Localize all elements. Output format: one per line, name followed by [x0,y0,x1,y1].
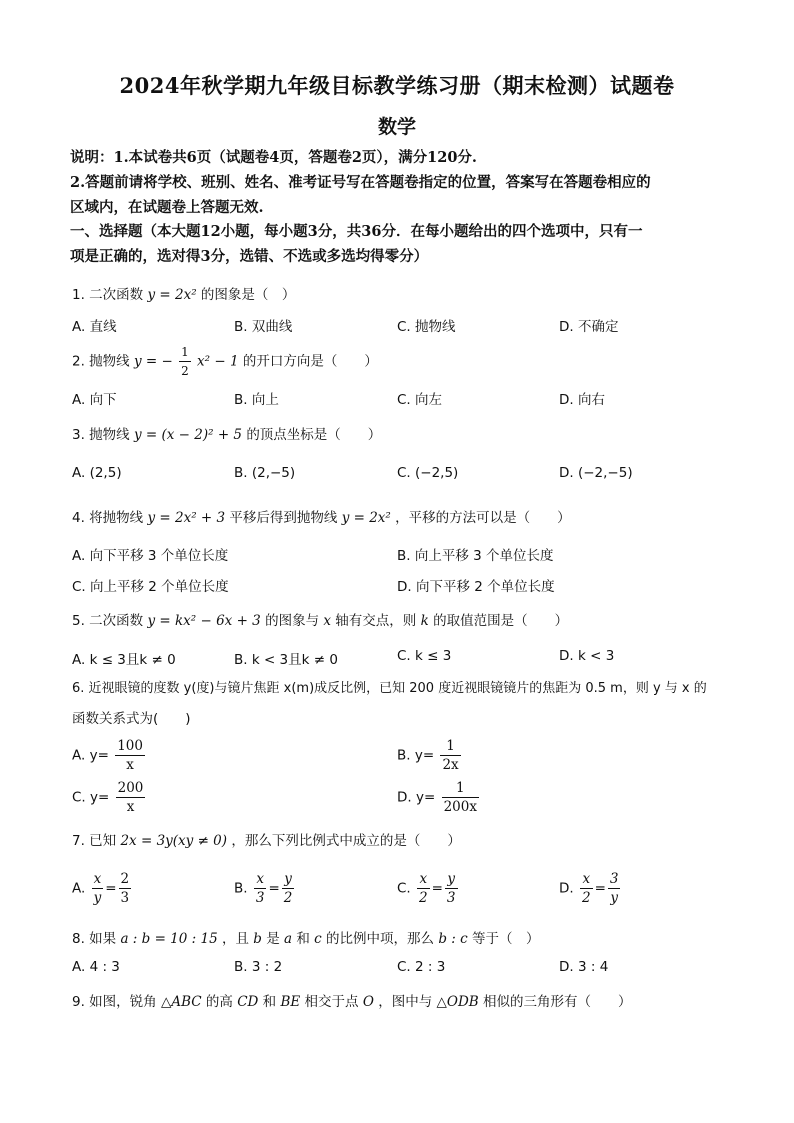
question-5 [72,610,732,632]
q7-option-c: C. $\frac{x}{2}$ = $\frac{y}{3}$ [397,871,456,906]
q6-d-den: 200x [443,799,477,815]
q7-option-d: D. $\frac{x}{2}$ = $\frac{3}{y}$ [559,871,619,906]
q7-d-right-den: y [610,890,618,906]
question-9 [72,991,732,1013]
q7-c-left-den: 2 [419,890,428,906]
q6-option-c-label: C. y= [72,789,110,806]
q3-option-b: B. (2,−5) [234,465,296,481]
q7-a-label: A. [72,880,86,897]
q9-segment-cd: CD [237,994,259,1010]
q5-suffix: 的取值范围是（ ） [433,613,569,629]
q8-option-a: A. 4 : 3 [72,959,120,975]
q7-prefix: 7. 已知 [72,833,117,849]
q9-middle-4: ，图中与 [378,994,433,1010]
q2-options [72,388,732,412]
q6-a-num: 100 [117,738,143,754]
q8-options [72,959,732,983]
q3-option-a: A. (2,5) [72,465,122,481]
q6-option-a [72,737,147,774]
question-6-line-1: 6. 近视眼镜的度数 y(度)与镜片焦距 x(m)成反比例，已知 200 度近视眼镜镜片的焦距为 0.5 m，则 y 与 x 的 [72,681,707,696]
q6-option-d [397,779,481,816]
q6-option-c-fraction [116,779,146,816]
q7-b-right-den: 2 [283,890,293,906]
q7-c-left-fraction [417,870,430,907]
q2-frac-num: 1 [179,343,191,362]
exam-title: 2024年秋学期九年级目标教学练习册（期末检测）试题卷 [119,73,675,98]
q1-suffix: 的图象是（ ） [200,287,296,303]
subject-title: 数学 [377,116,416,138]
q8-middle: ，且 [221,931,249,947]
q2-option-b: B. 向上 [234,392,279,408]
q8-option-d: D. 3 : 4 [559,959,609,975]
q5-option-d: D. k < 3 [559,648,615,664]
q4-option-a: A. 向下平移 3 个单位长度 [72,548,229,564]
q1-option-d: D. 不确定 [559,319,619,335]
q8-middle-4: 的比例中项，那么 [326,931,435,947]
q4-option-d: D. 向下平移 2 个单位长度 [397,579,555,595]
q5-middle-2: 轴有交点，则 [335,613,417,629]
q7-c-right-den: 3 [446,890,456,906]
q5-prefix: 5. 二次函数 [72,613,144,629]
q6-c-den: x [126,799,135,815]
question-1 [72,284,732,306]
q5-options [72,648,732,672]
q4-prefix: 4. 将抛物线 [72,510,144,526]
q3-option-d: D. (−2,−5) [559,465,633,481]
q7-b-right-fraction [282,870,295,907]
q8-middle-3: 和 [296,931,310,947]
q5-option-a: A. k ≤ 3且k ≠ 0 [72,652,176,668]
q9-suffix: 相似的三角形有（ ） [483,994,632,1010]
q7-c-left-num: x [417,870,430,889]
q8-suffix: 等于（ ） [471,931,540,947]
q7-a-right-den: 3 [120,890,130,906]
q7-a-left-num: x [92,870,104,889]
q9-triangle-abc: △ABC [160,994,202,1010]
note-line-3: 区域内，在试题卷上答题无效. [70,199,264,216]
q5-option-b: B. k < 3且k ≠ 0 [234,652,338,668]
q1-option-b: B. 双曲线 [234,319,293,335]
q6-d-num: 1 [442,779,479,798]
q2-formula-b: x² − 1 [197,353,239,370]
q6-option-d-fraction [442,779,479,816]
q7-d-left-fraction [580,870,593,907]
question-7 [72,830,732,852]
q2-fraction [179,343,191,380]
section-heading-line-2: 项是正确的，选对得3分，选错、不选或多选均得零分） [70,248,429,265]
q8-option-c: C. 2 : 3 [397,959,446,975]
q5-middle: 的图象与 [265,613,320,629]
q6-option-b-fraction [440,737,460,774]
q6-option-a-label: A. y= [72,747,109,764]
q7-option-b: B. $\frac{x}{3}$ = $\frac{y}{2}$ [234,871,293,906]
section-heading-line-1: 一、选择题（本大题12小题，每小题3分，共36分．在每小题给出的四个选项中，只有一 [70,223,643,240]
q9-prefix: 9. 如图，锐角 [72,994,157,1010]
q7-b-left-fraction [254,870,267,907]
q4-option-c: C. 向上平移 2 个单位长度 [72,579,229,595]
q6-b-num: 1 [440,737,460,756]
q7-a-left-fraction [92,870,104,907]
q9-middle: 的高 [205,994,233,1010]
q5-var-x: x [323,613,331,629]
q8-formula: a : b = 10 : 15 [120,931,218,947]
q7-a-left-den: y [93,890,102,906]
q7-c-right-num: y [445,870,458,889]
q3-options [72,465,732,489]
note-line-1: 说明：1.本试卷共6页（试题卷4页，答题卷2页），满分120分. [70,149,477,166]
q3-formula: y = (x − 2)² + 5 [133,427,243,443]
q7-b-right-num: y [282,870,295,889]
q6-option-b [397,737,463,774]
q8-var-b: b [253,931,262,947]
q1-prefix: 1. 二次函数 [72,287,144,303]
question-3 [72,424,732,446]
q6-options-row-2 [72,779,732,821]
q6-option-b-label: B. y= [397,747,435,764]
question-4 [72,507,732,529]
q1-option-c: C. 抛物线 [397,319,456,335]
q2-prefix: 2. 抛物线 [72,353,130,370]
q4-formula-a: y = 2x² + 3 [147,510,226,526]
q7-b-left-num: x [254,870,267,889]
q7-b-label: B. [234,880,248,897]
q7-c-right-fraction [445,870,458,907]
q7-c-label: C. [397,880,411,897]
q4-option-b: B. 向上平移 3 个单位长度 [397,548,554,564]
q1-formula: y = 2x² [147,287,197,303]
q6-options-row-1 [72,737,732,779]
q7-b-left-den: 3 [255,890,265,906]
q4-suffix: ，平移的方法可以是（ ） [395,510,571,526]
q7-options [72,870,732,912]
q1-options [72,315,732,339]
q4-options-row-1 [72,544,732,568]
q3-suffix: 的顶点坐标是（ ） [246,427,382,443]
q2-option-d: D. 向右 [559,392,605,408]
q3-prefix: 3. 抛物线 [72,427,130,443]
q2-frac-den: 2 [181,364,189,378]
q6-option-c [72,779,147,816]
q7-a-right-fraction [119,870,132,907]
q8-formula-2: b : c [438,931,468,947]
q3-option-c: C. (−2,5) [397,465,459,481]
q7-a-right-num: 2 [120,871,130,887]
q1-option-a: A. 直线 [72,319,117,335]
q9-middle-2: 和 [262,994,277,1010]
q7-d-right-fraction [608,870,621,907]
q8-prefix: 8. 如果 [72,931,117,947]
q9-middle-3: 相交于点 [304,994,359,1010]
q5-option-c: C. k ≤ 3 [397,648,452,664]
q5-formula: y = kx² − 6x + 3 [147,613,261,629]
q5-var-k: k [420,613,429,629]
q2-suffix: 的开口方向是（ ） [242,353,378,370]
q7-d-label: D. [559,880,574,897]
q7-formula: 2x = 3y(xy ≠ 0) [120,833,228,849]
q8-option-b: B. 3 : 2 [234,959,283,975]
q9-segment-be: BE [280,994,301,1010]
q9-point-o: O [362,994,374,1010]
q4-options-row-2 [72,575,732,599]
q4-formula-b: y = 2x² [341,510,391,526]
question-8 [72,928,732,950]
q6-option-d-label: D. y= [397,789,436,806]
question-2 [72,343,732,380]
question-6-line-2: 函数关系式为( ) [72,711,191,727]
q7-d-left-den: 2 [581,890,591,906]
note-line-2: 2.答题前请将学校、班别、姓名、准考证号写在答题卷指定的位置，答案写在答题卷相应的 [70,174,651,191]
q6-c-num: 200 [117,780,144,796]
q2-option-a: A. 向下 [72,392,117,408]
q6-option-a-fraction [115,737,145,774]
q8-var-a: a [284,931,293,947]
q8-middle-2: 是 [266,931,280,947]
q8-var-c: c [314,931,322,947]
q6-b-den: 2x [442,757,459,773]
q7-suffix: ，那么下列比例式中成立的是（ ） [231,833,461,849]
q9-triangle-odb: △ODB [436,994,479,1010]
q2-option-c: C. 向左 [397,392,443,408]
q6-a-den: x [126,757,134,773]
q7-option-a: A. $\frac{x}{y}$ = $\frac{2}{3}$ [72,871,130,906]
q4-middle: 平移后得到抛物线 [229,510,338,526]
q2-formula-a: y = − [133,353,173,370]
q7-d-left-num: x [580,870,593,889]
q7-d-right-num: 3 [609,871,619,887]
